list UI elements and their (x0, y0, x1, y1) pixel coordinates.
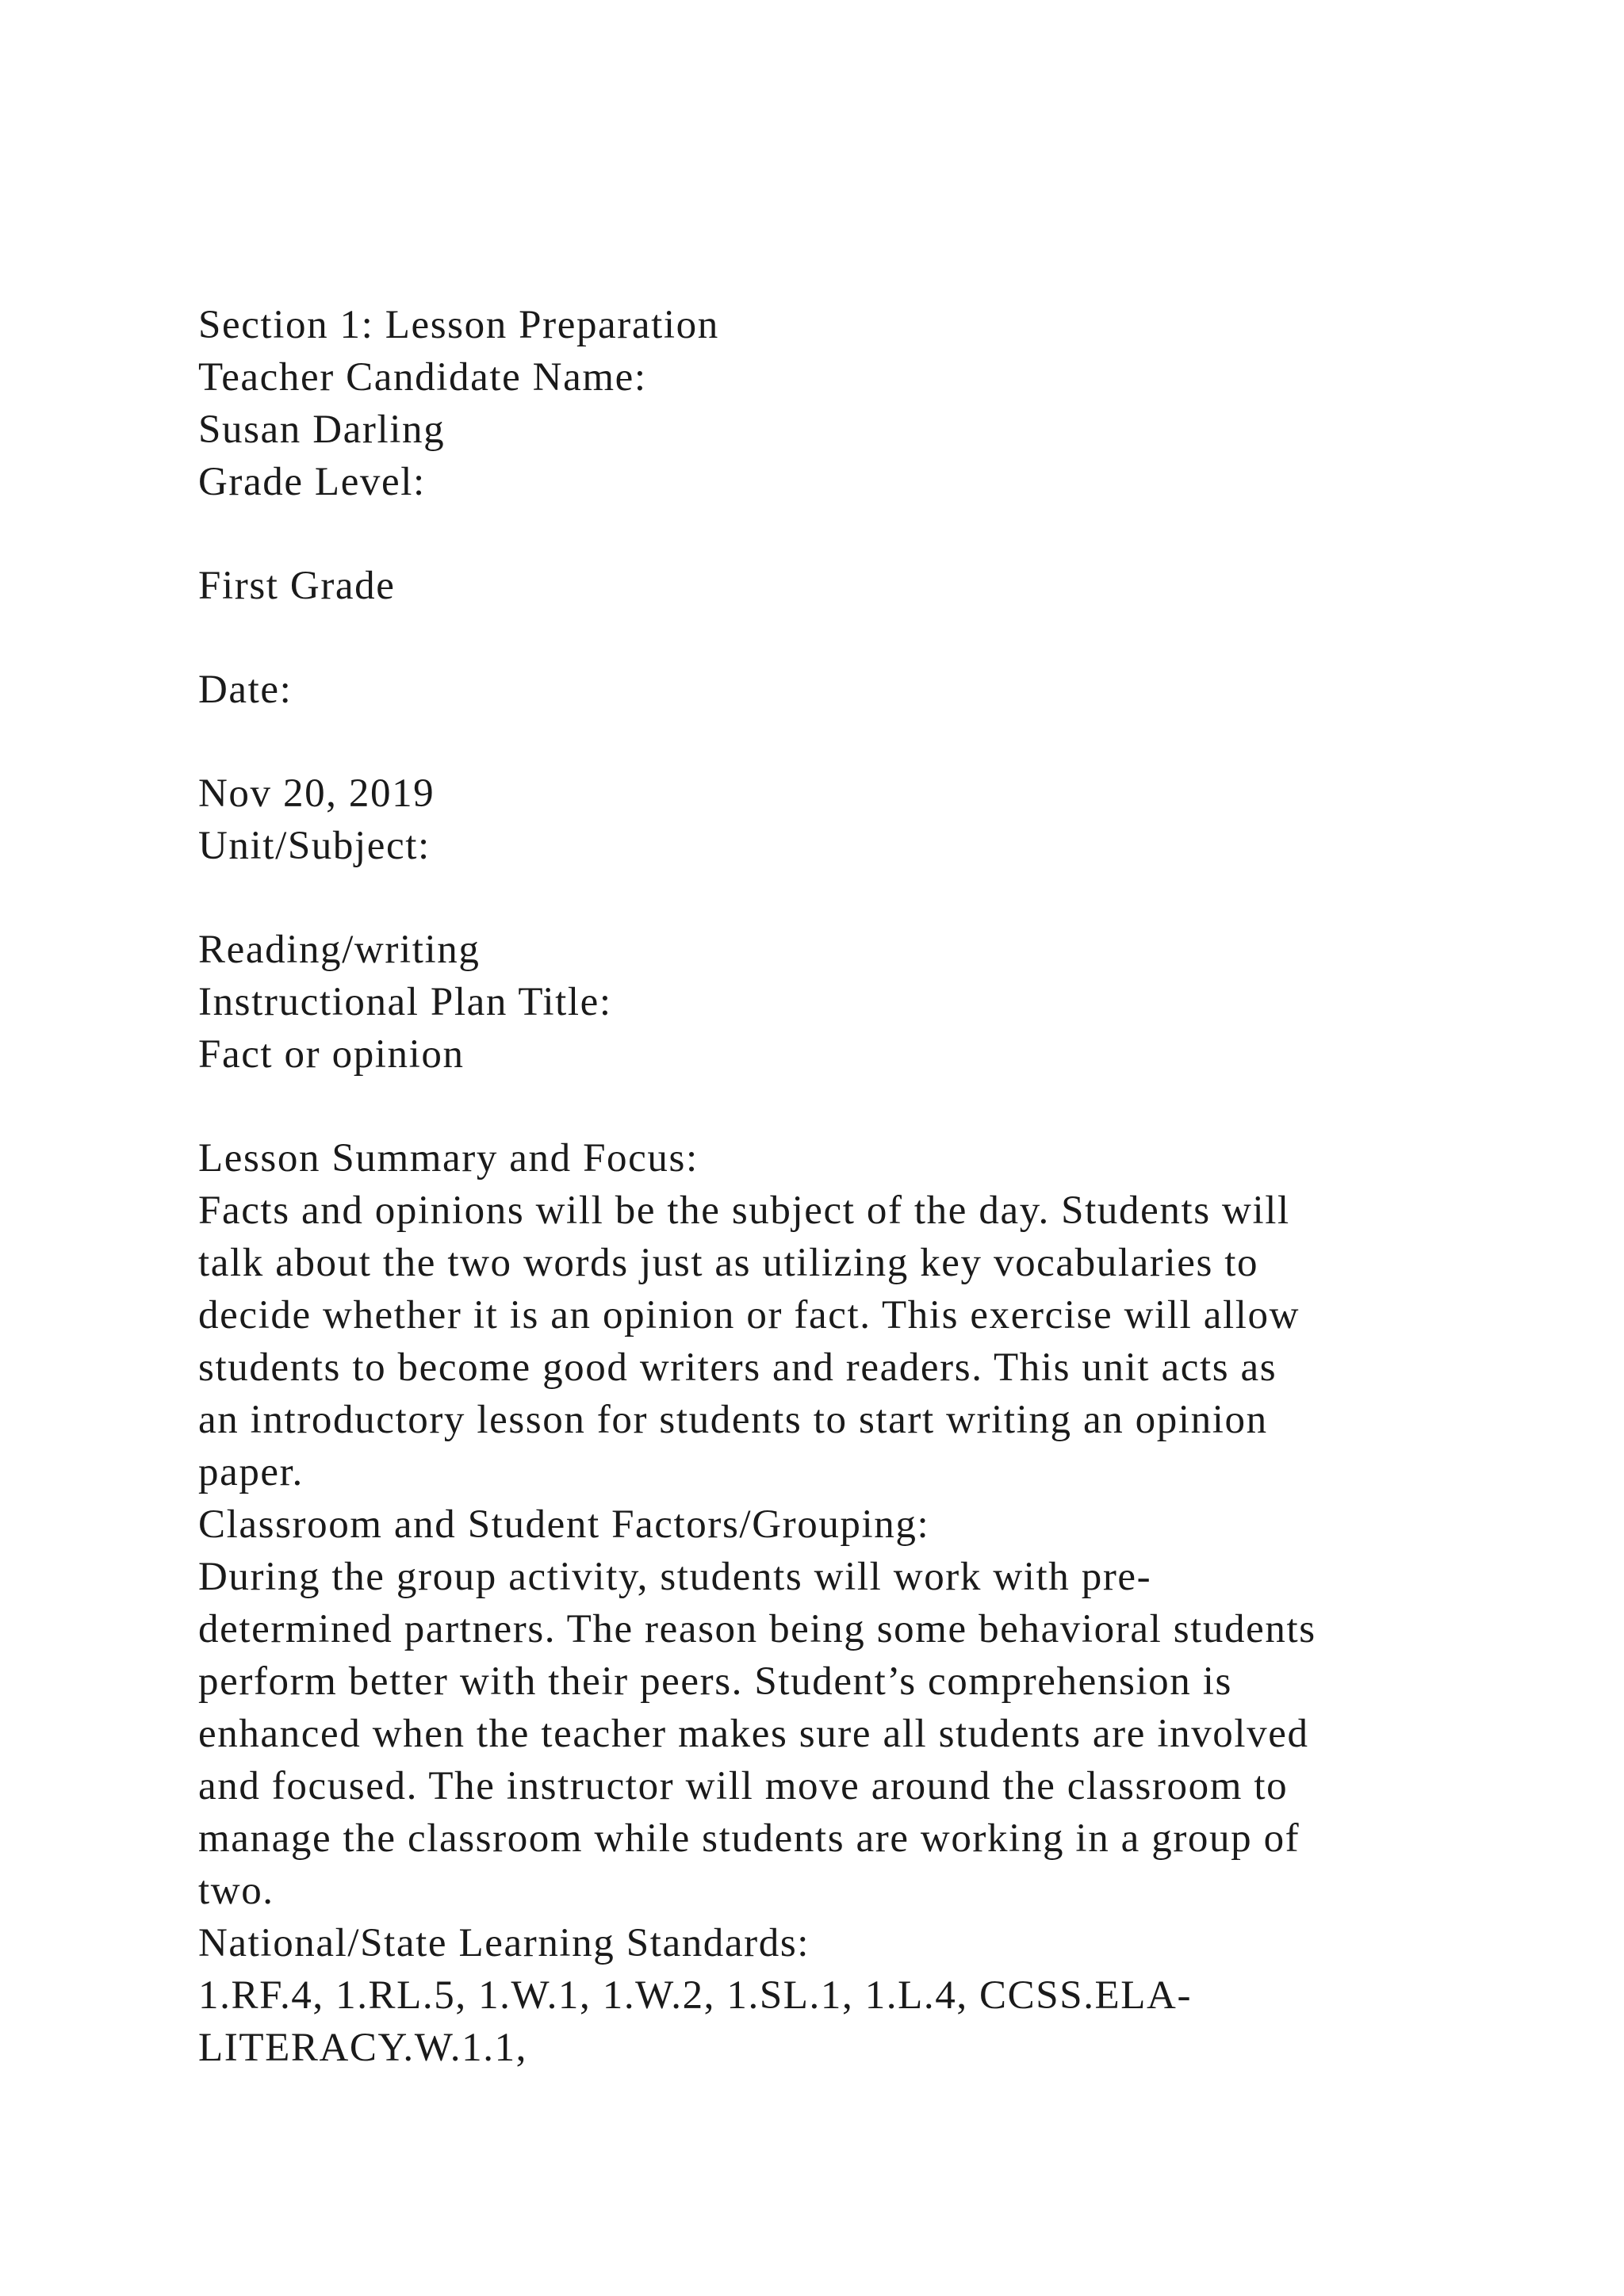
summary-line: students to become good writers and readers. This unit acts as (198, 1345, 1277, 1390)
summary-line: an introductory lesson for students to start writing an opinion (198, 1398, 1268, 1442)
document-page (198, 299, 1483, 2074)
grouping-line: and focused. The instructor will move around the classroom to (198, 1764, 1289, 1808)
spacer (198, 508, 1483, 560)
grade-level-value: First Grade (198, 564, 396, 608)
standards-label: National/State Learning Standards: (198, 1921, 810, 1965)
unit-subject-value: Reading/writing (198, 928, 481, 972)
spacer (198, 1081, 1483, 1132)
section-title: Section 1: Lesson Preparation (198, 303, 719, 347)
summary-line: paper. (198, 1450, 304, 1494)
grouping-line: perform better with their peers. Student’s comprehension is (198, 1659, 1232, 1704)
spacer (198, 612, 1483, 664)
spacer (198, 872, 1483, 924)
plan-title-label: Instructional Plan Title: (198, 980, 612, 1024)
teacher-name-label: Teacher Candidate Name: (198, 355, 647, 400)
date-label: Date: (198, 668, 293, 712)
summary-line: talk about the two words just as utilizing key vocabularies to (198, 1241, 1259, 1285)
grouping-line: enhanced when the teacher makes sure all students are involved (198, 1712, 1309, 1756)
standards-line: LITERACY.W.1.1, (198, 2026, 528, 2070)
grouping-line: manage the classroom while students are working in a group of (198, 1816, 1300, 1861)
grouping-line: determined partners. The reason being some behavioral students (198, 1607, 1316, 1651)
grouping-line: During the group activity, students will work with pre- (198, 1555, 1152, 1599)
plan-title-value: Fact or opinion (198, 1032, 465, 1077)
grade-level-label: Grade Level: (198, 460, 426, 504)
summary-label: Lesson Summary and Focus: (198, 1136, 699, 1181)
standards-line: 1.RF.4, 1.RL.5, 1.W.1, 1.W.2, 1.SL.1, 1.L.4, CCSS.ELA- (198, 1973, 1193, 2018)
summary-line: decide whether it is an opinion or fact. This exercise will allow (198, 1293, 1300, 1337)
spacer (198, 716, 1483, 767)
unit-subject-label: Unit/Subject: (198, 824, 431, 868)
teacher-name-value: Susan Darling (198, 408, 446, 452)
date-value: Nov 20, 2019 (198, 771, 435, 816)
summary-line: Facts and opinions will be the subject of the day. Students will (198, 1188, 1290, 1233)
grouping-line: two. (198, 1869, 274, 1913)
grouping-label: Classroom and Student Factors/Grouping: (198, 1502, 930, 1547)
